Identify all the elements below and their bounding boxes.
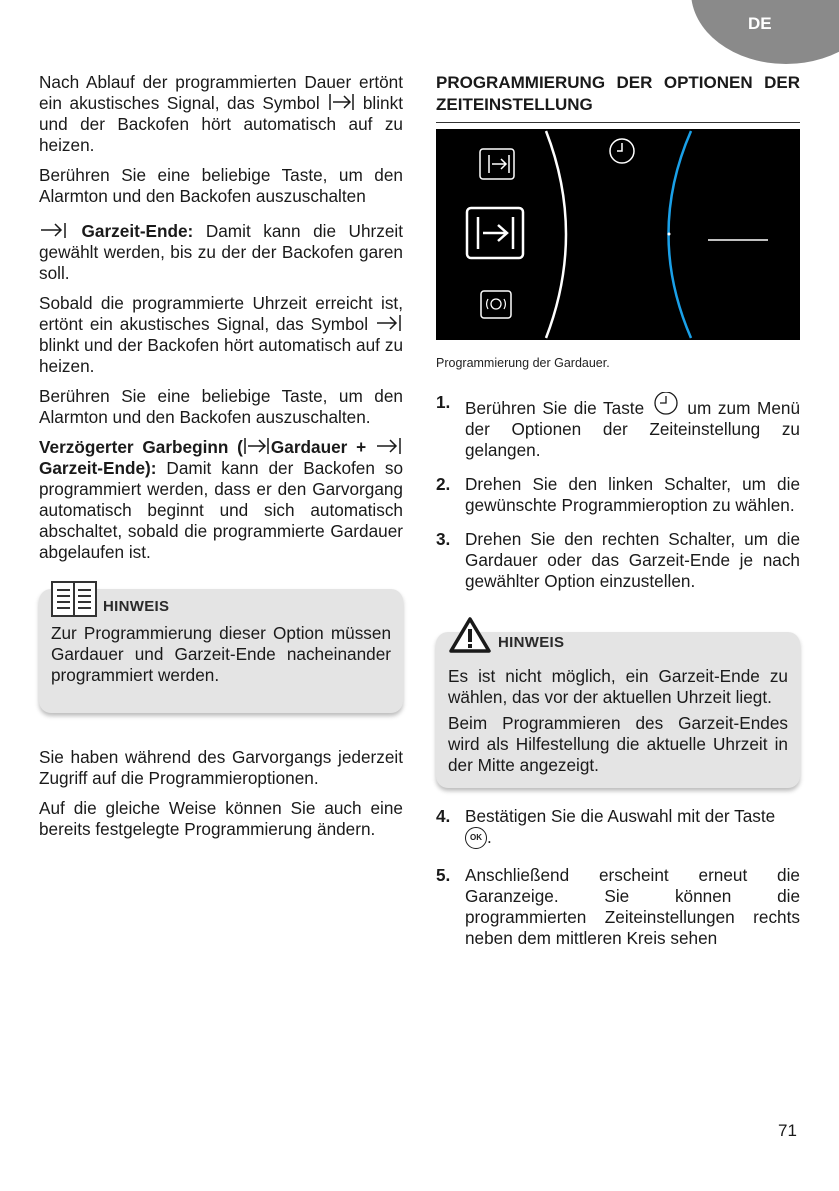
paragraph-delayed-start: Verzögerter Garbeginn ( Gardauer + Garzeit-Ende): Damit kann der Backofen so programmiert werden, dass er den Garvorgang automatisch beginnt und sich automatisch abschaltet, sobald die programmierte Gardauer abgelaufen ist.	[39, 437, 403, 562]
warning-title: HINWEIS	[498, 633, 565, 651]
left-dial-arc	[546, 131, 566, 338]
cooking-end-icon	[39, 221, 69, 239]
note-text: Zur Programmierung dieser Option müssen Gardauer und Garzeit-Ende nacheinander programmiert werden.	[51, 623, 391, 685]
warning-box	[436, 632, 800, 788]
list-item: 4. Bestätigen Sie die Auswahl mit der Taste OK .	[436, 806, 800, 849]
note-title: HINWEIS	[103, 597, 170, 615]
clock-button-icon	[651, 392, 681, 416]
timer-end-icon	[327, 93, 355, 111]
right-dial-arc	[669, 131, 692, 338]
figure-caption: Programmierung der Gardauer.	[436, 356, 610, 370]
cooking-end-icon	[375, 314, 403, 332]
control-panel-figure	[436, 129, 800, 340]
paragraph-cooking-end: Garzeit-Ende: Damit kann die Uhrzeit gewählt werden, bis zu der der Backofen garen soll.	[39, 221, 403, 283]
duration-symbol-icon	[489, 155, 509, 173]
ok-button-icon: OK	[465, 827, 487, 849]
list-item: 5. Anschließend erscheint erneut die Garanzeige. Sie können die programmierten Zeiteinstellungen rechts neben dem mittleren Kreis sehen	[436, 865, 800, 949]
paragraph-switch-off-1: Berühren Sie eine beliebige Taste, um den Alarmton und den Backofen auszuschalten	[39, 165, 403, 206]
warning-triangle-icon	[448, 616, 492, 654]
left-column	[39, 72, 403, 849]
alarm-button-icon	[481, 291, 511, 318]
heading-rule	[436, 122, 800, 123]
list-item: 2. Drehen Sie den linken Schalter, um die gewünschte Programmieroption zu wählen.	[436, 474, 800, 515]
book-icon	[51, 581, 97, 617]
right-column	[436, 72, 800, 962]
control-panel-graphic	[436, 129, 800, 340]
paragraph-duration-end: Nach Ablauf der programmierten Dauer ertönt ein akustisches Signal, das Symbol blinkt und der Backofen hört automatisch auf zu heizen.	[39, 72, 403, 155]
list-item: 1. Berühren Sie die Taste um zum Menü der Optionen der Zeiteinstellung zu gelangen.	[436, 392, 801, 460]
timer-end-icon	[243, 437, 271, 455]
paragraph-change: Auf die gleiche Weise können Sie auch eine bereits festgelegte Programmierung ändern.	[39, 798, 403, 839]
steps-list-continued	[436, 806, 800, 949]
paragraph-access: Sie haben während des Garvorgangs jederzeit Zugriff auf die Programmieroptionen.	[39, 747, 403, 788]
warning-text-2: Beim Programmieren des Garzeit-Endes wird als Hilfestellung die aktuelle Uhrzeit in der Mitte angezeigt.	[448, 713, 788, 775]
language-label: DE	[748, 14, 772, 33]
steps-list	[436, 392, 800, 592]
section-heading: PROGRAMMIERUNG DER OPTIONEN DER ZEITEINSTELLUNG	[436, 73, 800, 114]
page-number: 71	[778, 1121, 797, 1140]
list-item: 3. Drehen Sie den rechten Schalter, um die Gardauer oder das Garzeit-Ende je nach gewählter Option einzustellen.	[436, 529, 800, 591]
paragraph-time-reached: Sobald die programmierte Uhrzeit erreicht ist, ertönt ein akustisches Signal, das Symbol blinkt und der Backofen hört automatisch auf zu heizen.	[39, 293, 403, 376]
paragraph-switch-off-2: Berühren Sie eine beliebige Taste, um den Alarmton und den Backofen auszuschalten.	[39, 386, 403, 427]
warning-text-1: Es ist nicht möglich, ein Garzeit-Ende zu wählen, das vor der aktuellen Uhrzeit liegt.	[448, 666, 788, 707]
cooking-end-icon	[375, 437, 403, 455]
note-box	[39, 589, 403, 713]
